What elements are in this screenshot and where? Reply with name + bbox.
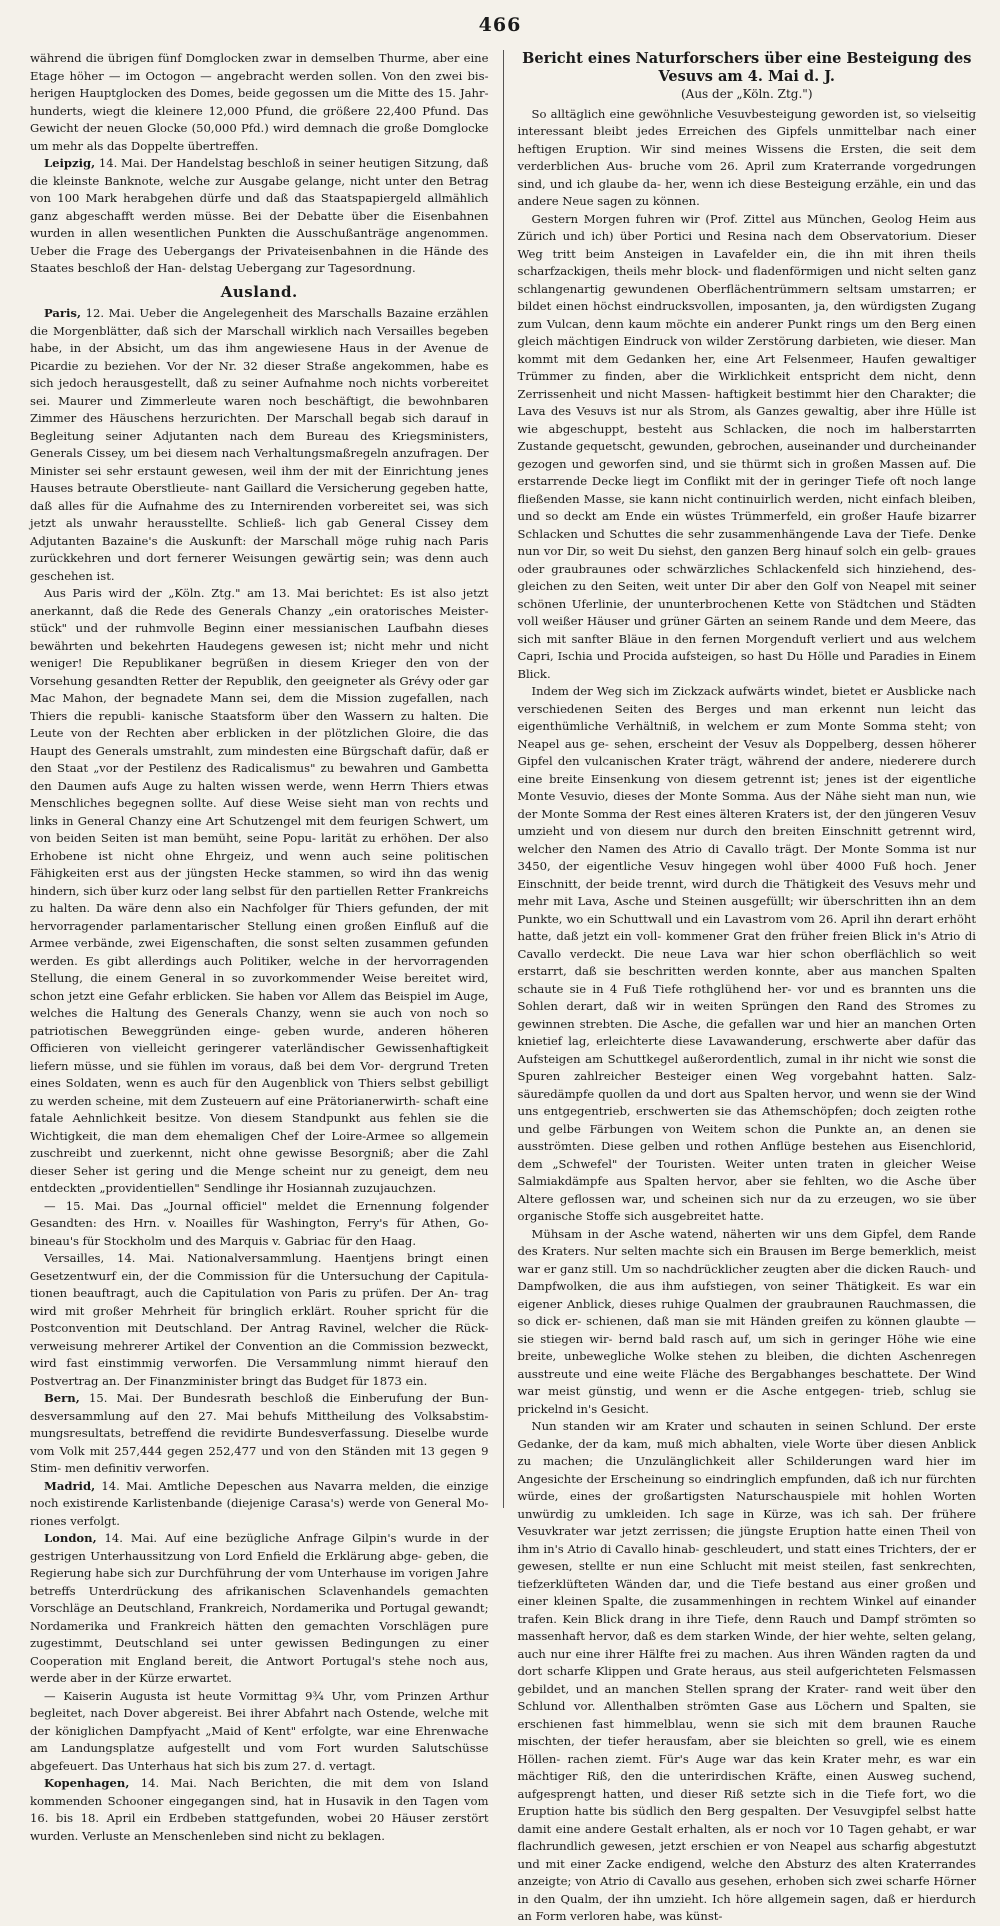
paris-dateline: Paris,	[44, 306, 81, 320]
bern-article	[30, 1390, 489, 1478]
london-article	[30, 1530, 489, 1688]
section-heading-ausland: Ausland.	[220, 282, 298, 301]
columns	[30, 50, 976, 1923]
report-title: Bericht eines Naturforschers über eine Besteigung des Vesuvs am 4. Mai d. J.	[522, 50, 972, 85]
paris-chanzy-article: Aus Paris wird der „Köln. Ztg." am 13. Mai berichtet: Es ist also jetzt anerkannt, daß die Rede des Generals Chanzy „ein oratorisches Meister- stück" und der ruhmvolle Beginn einer messianischen Laufbahn dieses bewährten und bekehrten Haudegens gewesen ist; nicht mehr und nicht weniger! Die Republikaner begrüßen in diesem Krieger den von der Vorsehung gesandten Retter der Republik, den geeigneter als Grévy oder gar Mac Mahon, der begnadete Mann sei, dem die Mission zugefallen, nach Thiers die republi- kanische Staatsform über den Wassern zu halten. Die Leute von der Rechten aber erblicken in der plötzlichen Gloire, die das Haupt des Generals umstrahlt, zum mindesten eine Bürgschaft dafür, daß er den Staat „vor der Pestilenz des Radicalismus" zu bewahren und Gambetta den Daumen aufs Auge zu halten wissen werde, wenn Herrn Thiers etwas Menschliches begegnen sollte. Auf diese Weise sieht man von rechts und links in General Chanzy eine Art Schutzengel mit dem feurigen Schwert, um von beiden Seiten ist man bemüht, seine Popu- larität zu erhöhen. Der also Erhobene ist nicht ohne Ehrgeiz, und wenn auch seine politischen Fähigkeiten erst aus der jüngsten Hecke stammen, so wird ihn das wenig hindern, sich über kurz oder lang selbst für den partiellen Retter Frankreichs zu halten. Da wäre denn also ein Nachfolger für Thiers gefunden, der mit hervorragender parlamentarischer Stellung einen großen Einfluß auf die Armee verbände, zwei Eigenschaften, die sonst selten zusammen gefunden werden. Es gibt allerdings auch Politiker, welche in der hervorragenden Stellung, die einem General in so zuvorkommender Weise bereitet wird, schon jetzt eine Gefahr erblicken. Sie haben vor Allem das Beispiel im Auge, welches die Haltung des Generals Chanzy, wenn sie auch von noch so patriotischen Beweggründen einge- geben wurde, anderen höheren Officieren von vielleicht geringerer vaterländischer Gewissenhaftigkeit liefern müsse, und sie fühlen im voraus, daß bei dem Vor- dergrund Treten eines Soldaten, wenn es auch für den Augenblick von Thiers selbst gebilligt zu werden scheine, mit dem Zusteuern auf eine Prätorianerwirth- schaft eine fatale Aehnlichkeit besitze. Von diesem Standpunkt aus fehlen sie die Wichtigkeit, die man dem ehemaligen Chef der Loire-Armee so allgemein zuschreibt und zuerkennt, nicht ohne gewisse Besorgniß; aber die Zahl dieser Seher ist gering und die Menge scheint nur zu geneigt, dem neu entdeckten „providentiellen" Sendlinge ihr Hosiannah zuzujauchzen.	[30, 586, 489, 1195]
paris-bazaine-article	[30, 305, 489, 585]
versailles-article: Versailles, 14. Mai. Nationalversammlung. Haentjens bringt einen Gesetzentwurf ein, der die Commission für die Untersuchung der Capitula- tionen beauftragt, auch die Capitulation von Paris zu prüfen. Der An- trag wird mit großer Mehrheit für bringlich erklärt. Rouher spricht für die Postconvention mit Deutschland. Der Antrag Ravinel, welcher die Rück- verweisung mehrerer Artikel der Convention an die Commission bezweckt, wird fast einstimmig verworfen. Die Versammlung nimmt hierauf den Postvertrag an. Der Finanzminister bringt das Budget für 1873 ein.	[30, 1251, 489, 1388]
report-paragraph: So alltäglich eine gewöhnliche Vesuvbesteigung geworden ist, so vielseitig interessant bleibt jedes Erreichen des Gipfels unmittelbar nach einer heftigen Eruption. Wir sind meines Wissens die Ersten, die seit dem verderblichen Aus- bruche vom 26. April zum Kraterrande vorgedrungen sind, und ich glaube da- her, wenn ich diese Besteigung erzähle, ein und das andere Neue sagen zu können.	[517, 106, 976, 208]
london-augusta-article: — Kaiserin Augusta ist heute Vormittag 9¾ Uhr, vom Prinzen Arthur begleitet, nach Dover abgereist. Bei ihrer Abfahrt nach Ostende, welche mit der königlichen Dampfyacht „Maid of Kent" erfolgte, war eine Ehrenwache am Landungsplatze aufgestellt und vom Fort wurden Salutschüsse abgefeuert. Das Unterhaus hat sich bis zum 27. d. vertagt.	[30, 1688, 489, 1773]
madrid-text: 14. Mai. Amtliche Depeschen aus Navarra melden, die einzige noch existirende Karlistenbande (diejenige Carasa's) werde von General Mo- riones verfolgt.	[30, 1478, 489, 1528]
leipzig-article	[30, 155, 489, 278]
page-number: 466	[478, 14, 522, 36]
leipzig-text: 14. Mai. Der Handelstag beschloß in seiner heutigen Sitzung, daß die kleinste Banknote, welche zur Ausgabe gelange, nicht unter den Betrag von 100 Mark herabgehen dürfe und daß das Staatspapiergeld allmählich ganz abgeschafft werden müsse. Bei der Debatte über die Eisenbahnen wurden in allen wesentlichen Punkten die Ausschußanträge angenommen. Ueber die Frage des Uebergangs der Privateisenbahnen in die Hände des Staates beschloß der Han- delstag Uebergang zur Tagesordnung.	[30, 156, 489, 275]
kopenhagen-dateline: Kopenhagen,	[44, 1776, 130, 1790]
london-text: 14. Mai. Auf eine bezügliche Anfrage Gilpin's wurde in der gestrigen Unterhaussitzung von Lord Enfield die Erklärung abge- geben, die Regierung habe sich zur Durchführung der vom Unterhause im vorigen Jahre betreffs Unterdrückung des afrikanischen Sclavenhandels gemachten Vorschläge an Deutschland, Frankreich, Nordamerika und Portugal gewandt; Nordamerika und Frankreich hätten den gemachten Vorschlägen pure zugestimmt, Deutschland sei unter gewissen Bedingungen zu einer Cooperation mit England bereit, die Antwort Portugal's stehe noch aus, werde aber in der Kürze erwartet.	[30, 1531, 489, 1685]
report-source: (Aus der „Köln. Ztg.")	[680, 87, 813, 101]
column-rule	[503, 50, 504, 1508]
london-dateline: London,	[44, 1531, 97, 1545]
report-paragraph: Nun standen wir am Krater und schauten in seinen Schlund. Der erste Gedanke, der da kam, muß mich abhalten, viele Worte über diesen Anblick zu machen; die Unzulänglichkeit aller Schilderungen ward hier im Angesichte der Erscheinung so eindringlich empfunden, daß ich nur fürchten würde, eines der großartigsten Naturschauspiele mit hohlen Worten unwürdig zu umkleiden. Ich sage in Kürze, was ich sah. Der frühere Vesuvkrater war jetzt zerrissen; die jüngste Eruption hatte einen Theil von ihm in's Atrio di Cavallo hinab- geschleudert, und statt eines Trichters, der er gewesen, stellte er nun eine Schlucht mit meist steilen, fast senkrechten, tiefzerklüfteten Wänden dar, und die Tiefe bestand aus einer großen und einer kleinen Spalte, die zusammenhingen in rechtem Winkel auf einander trafen. Kein Blick drang in ihre Tiefe, denn Rauch und Dampf strömten so massenhaft hervor, daß es dem starken Winde, der hier wehte, selten gelang, auch nur eine ihrer Hälfte frei zu machen. Aus ihren Wänden ragten da und dort scharfe Klippen und Grate heraus, aus steil aufgerichteten Felsmassen gebildet, und an manchen Stellen sprang der Krater- rand weit über den Schlund vor. Allenthalben strömten Gase aus Löchern und Spalten, sie erschienen fast himmelblau, wenn sie sich mit dem braunen Rauche mischten, der tiefer herausfam, aber sie bleichten so grell, wie es einem Höllen- rachen ziemt. Für's Auge war das kein Krater mehr, es war ein mächtiger Riß, den die unterirdischen Kräfte, einen Ausweg suchend, aufgesprengt hatten, und dieser Riß setzte sich in die Tiefe fort, wo die Eruption hatte bis südlich den Berg gespalten. Der Vesuvgipfel selbst hatte damit eine andere Gestalt erhalten, als er noch vor 10 Tagen gehabt, er war flachrundlich gewesen, jetzt erschien er von Neapel aus scharfig abgestutzt und mit einer Zacke endigend, welche den Absturz des alten Kraterrandes anzeigte; von Atrio di Cavallo aus gesehen, erhoben sich zwei scharfe Hörner in den Qualm, der ihn umzieht. Ich höre allgemein sagen, daß er hierdurch an Form verloren habe, was künst-	[517, 1419, 976, 1923]
paris-journal-officiel-article: — 15. Mai. Das „Journal officiel" meldet die Ernennung folgender Gesandten: des Hrn. v. Noailles für Washington, Ferry's für Athen, Go- bineau's für Stockholm und des Marquis v. Gabriac für den Haag.	[30, 1198, 489, 1248]
bern-text: 15. Mai. Der Bundesrath beschloß die Einberufung der Bun- desversammlung auf den 27. Mai behufs Mittheilung des Volksabstim- mungsresultats, betreffend die revidirte Bundesverfassung. Dieselbe wurde vom Volk mit 257,444 gegen 252,477 und von den Ständen mit 13 gegen 9 Stim- men definitiv verworfen.	[30, 1391, 489, 1475]
report-paragraph: Mühsam in der Asche watend, näherten wir uns dem Gipfel, dem Rande des Kraters. Nur selten machte sich ein Brausen im Berge bemerklich, meist war er ganz still. Um so nachdrücklicher zeugten aber die dicken Rauch- und Dampfwolken, die aus ihm aufstiegen, von seiner Thätigkeit. Es war ein eigener Anblick, dieses ruhige Qualmen der graubraunen Rauchmassen, die so dick er- schienen, daß man sie mit Händen greifen zu können glaubte — sie stiegen wir- bernd bald rasch auf, um sich in geringer Höhe wie eine breite, unbewegliche Wolke stehen zu bleiben, die dichten Aschenregen ausstreute und eine weite Fläche des Bergabhanges beschattete. Der Wind war meist günstig, und wenn er die Asche entgegen- trieb, schlug sie prickelnd in's Gesicht.	[517, 1226, 976, 1416]
madrid-article	[30, 1478, 489, 1531]
left-column	[30, 50, 489, 1843]
kopenhagen-text: 14. Mai. Nach Berichten, die mit dem von Island kommenden Schooner eingegangen sind, hat in Husavik in den Tagen vom 16. bis 18. April ein Erdbeben stattgefunden, wobei 20 Häuser zerstört wurden. Verluste an Menschenleben sind nicht zu beklagen.	[30, 1776, 489, 1843]
leipzig-dateline: Leipzig,	[44, 156, 96, 170]
paris-bazaine-text: 12. Mai. Ueber die Angelegenheit des Marschalls Bazaine erzählen die Morgenblätter, daß sich der Marschall wirklich nach Versailles begeben habe, in der Absicht, um das ihm angewiesene Haus in der Avenue de Picardie zu beziehen. Vor der Nr. 32 dieser Straße angekommen, habe es sich jedoch herausgestellt, daß zu seiner Aufnahme noch nichts vorbereitet sei. Maurer und Zimmerleute waren noch beschäftigt, die bewohnbaren Zimmer des Häuschens herzurichten. Der Marschall begab sich darauf in Begleitung seiner Adjutanten nach dem Bureau des Kriegsministers, Generals Cissey, um bei diesem nach Verhaltungsmaßregeln anzufragen. Der Minister sei sehr erstaunt gewesen, weil ihm der mit der Einrichtung jenes Hauses betraute Oberstlieute- nant Gaillard die Versicherung gegeben hatte, daß alles für die Aufnahme des zu Internirenden vorbereitet sei, was sich jetzt als unwahr herausstellte. Schließ- lich gab General Cissey dem Adjutanten Bazaine's die Auskunft: der Marschall möge ruhig nach Paris zurückkehren und dort fernerer Weisungen gewärtig sein; was denn auch geschehen ist.	[30, 306, 489, 583]
report-paragraph: Gestern Morgen fuhren wir (Prof. Zittel aus München, Geolog Heim aus Zürich und ich) über Portici und Resina nach dem Observatorium. Dieser Weg tritt beim Ansteigen in Lavafelder ein, die ihn mit ihren theils scharfzackigen, theils mehr block- und fladenförmigen und nicht selten ganz schlangenartig gewundenen Oberflächentrümmern seltsam umstarren; er bildet einen höchst eindrucksvollen, imposanten, ja, den würdigsten Zugang zum Vulcan, denn kaum möchte ein anderer Punkt rings um den Berg einen gleich mächtigen Eindruck von wilder Zerstörung darbieten, wie dieser. Man kommt mit dem Gedanken her, eine Art Felsenmeer, Haufen gewaltiger Trümmer zu finden, aber die Wirklichkeit entspricht dem nicht, denn Zerrissenheit und nicht Massen- haftigkeit bestimmt hier den Charakter; die Lava des Vesuvs ist nur als Strom, als Ganzes gewaltig, aber ihre Hülle ist wie abgeschuppt, besteht aus Schlacken, die noch im halberstarrten Zustande gequetscht, gewunden, gebrochen, auseinander und durcheinander gezogen und geworfen sind, und sie thürmt sich in großen Massen auf. Die erstarrende Decke liegt im Conflikt mit der in geringer Tiefe oft noch lange fließenden Masse, sie kann nicht continuirlich werden, nicht einfach bleiben, und so deckt am Ende ein wüstes Trümmerfeld, ein großer Haufe bizarrer Schlacken und Schuttes die sehr zusammenhängende Lava der Tiefe. Denke nun vor Dir, so weit Du siehst, den ganzen Berg hinauf solch ein gelb- graues oder graubraunes oder schwärzliches Schlackenfeld sich hinziehend, des- gleichen zu den Seiten, weit unter Dir aber den Golf von Neapel mit seiner schönen Uferlinie, der ununterbrochenen Kette von Städtchen und Städten voll weißer Häuser und grüner Gärten an seinem Rande und dem Meere, das sich mit sanfter Bläue in den fernen Morgenduft verliert und aus welchem Capri, Ischia und Procida aufsteigen, so hast Du Hölle und Paradies in Einem Blick.	[517, 211, 976, 681]
bern-dateline: Bern,	[44, 1391, 80, 1405]
domglocken-article: während die übrigen fünf Domglocken zwar in demselben Thurme, aber eine Etage höher — im Octogon — angebracht werden sollen. Von den zwei bis- herigen Hauptglocken des Domes, beide gegossen um die Mitte des 15. Jahr- hunderts, wiegt die kleinere 12,000 Pfund, die größere 22,400 Pfund. Das Gewicht der neuen Glocke (50,000 Pfd.) wird demnach die große Domglocke um mehr als das Doppelte übertreffen.	[30, 51, 489, 153]
right-column	[517, 50, 977, 1923]
madrid-dateline: Madrid,	[44, 1478, 96, 1493]
kopenhagen-article	[30, 1775, 489, 1845]
report-paragraph: Indem der Weg sich im Zickzack aufwärts windet, bietet er Ausblicke nach verschiedenen Seiten des Berges und man erkennt nun leicht das eigenthümliche Verhältniß, in welchem er zum Monte Somma steht; von Neapel aus ge- sehen, erscheint der Vesuv als Doppelberg, dessen höherer Gipfel den vulcanischen Krater trägt, während der andere, niederere durch eine breite Einsenkung von diesem getrennt ist; jenes ist der eigentliche Monte Vesuvio, dieses der Monte Somma. Aus der Nähe sieht man nun, wie der Monte Somma der Rest eines älteren Kraters ist, der den jüngeren Vesuv umzieht und von diesem nur durch den breiten Einschnitt getrennt wird, welcher den Namen des Atrio di Cavallo trägt. Der Monte Somma ist nur 3450, der eigentliche Vesuv hingegen wohl über 4000 Fuß hoch. Jener Einschnitt, der beide trennt, wird durch die Thätigkeit des Vesuvs mehr und mehr mit Lava, Asche und Steinen ausgefüllt; wir überschritten ihn an dem Punkte, wo ein Schuttwall und ein Lavastrom vom 26. April ihn derart erhöht hatte, daß jetzt ein voll- kommener Grat den früher freien Blick in's Atrio di Cavallo verdeckt. Die neue Lava war hier schon oberflächlich so weit erstarrt, daß sie beschritten werden konnte, aber aus manchen Spalten schaute sie in 4 Fuß Tiefe rothglühend her- vor und es brannten uns die Sohlen derart, daß wir in weiten Sprüngen den Rand des Stromes zu gewinnen strebten. Die Asche, die gefallen war und hier an manchen Orten knietief lag, erleichterte diese Lavawanderung, erschwerte aber dafür das Aufsteigen am Schuttkegel außerordentlich, zumal in ihr nicht wie sonst die Spuren zahlreicher Besteiger einen Weg vorgebahnt hatten. Salz- säuredämpfe quollen da und dort aus Spalten hervor, und wenn sie der Wind uns entgegentrieb, erschwerten sie das Athemschöpfen; doch zeigten rothe und gelbe Färbungen von Weitem schon die Punkte an, an denen sie ausströmten. Diese gelben und rothen Anflüge bestehen aus Eisenchlorid, dem „Schwefel" der Touristen. Weiter unten traten in gleicher Weise Salmiakdämpfe aus Spalten hervor, aber sie fehlten, wo die Asche über Altere geflossen war, und scheinen sich nur da zu erzeugen, wo sie über organische Stoffe sich ausgebreitet hatte.	[517, 684, 976, 1223]
